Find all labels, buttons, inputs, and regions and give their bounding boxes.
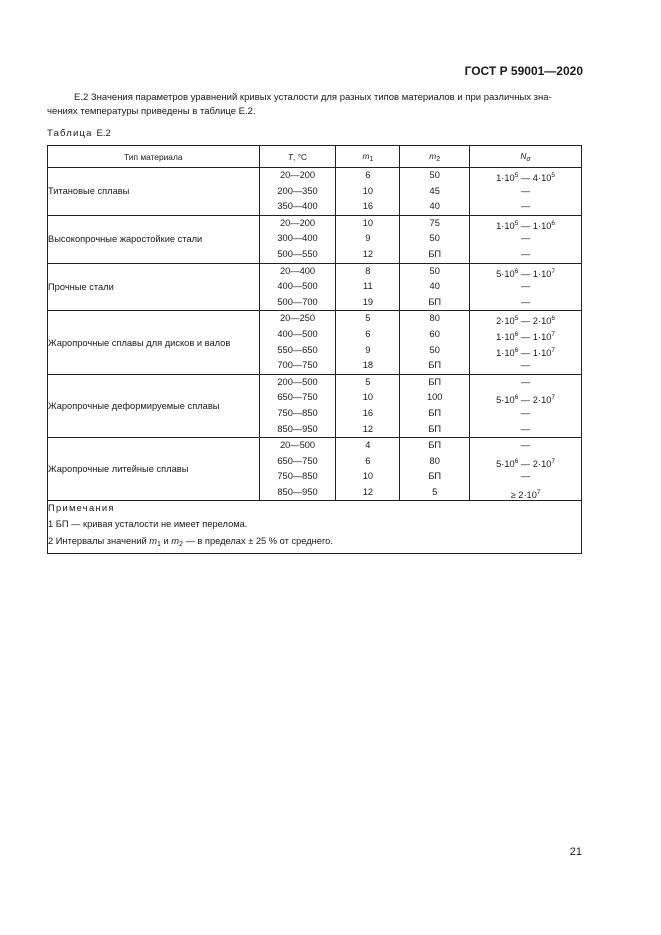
m2-value: 40 (429, 201, 440, 212)
note-2: 2 Интервалы значений $m_1$ и $m_2$ — в пределах ± 25 % от среднего. (48, 536, 333, 549)
m1-cell (336, 168, 400, 216)
n-sigma-cell (470, 215, 582, 263)
m1-value: 18 (362, 360, 374, 371)
n-sigma-value: $1\cdot 10^6$ — $1\cdot 10^7$ (496, 330, 556, 342)
intro-line-1: Е.2 Значения параметров уравнений кривых усталости для разных типов материалов и при различных зна- (74, 92, 552, 103)
table-caption (47, 128, 111, 139)
m2-value: 50 (429, 170, 440, 180)
temps-value: 350—400 (277, 201, 318, 212)
temps-value: 20—200 (279, 217, 316, 228)
temps-value: 850—950 (277, 423, 318, 434)
temps-value: 200—350 (277, 185, 318, 196)
n-sigma-value: $5\cdot 10^6$ — $1\cdot 10^7$ (496, 267, 556, 279)
temps-cell (259, 263, 336, 311)
table-row (48, 263, 582, 311)
m1-value: 10 (362, 392, 374, 403)
intro-line-2: чениях температуры приведены в таблице Е.2. (47, 106, 256, 117)
m2-value: 40 (429, 281, 440, 292)
m2-value: 45 (429, 185, 440, 196)
n-sigma-cell (470, 374, 582, 437)
n-sigma-value: — (520, 376, 531, 387)
temps-value: 20—500 (279, 440, 316, 451)
temps-value: 20—250 (279, 313, 316, 324)
n-sigma-value: $5\cdot 10^6$ — $2\cdot 10^7$ (496, 457, 556, 469)
n-sigma-cell (470, 263, 582, 311)
m2-value: 75 (429, 217, 440, 228)
m2-value: БП (428, 248, 442, 259)
n-sigma-cell (470, 311, 582, 374)
n-sigma-value: — (520, 471, 531, 482)
table-caption-number: Е.2 (96, 128, 111, 139)
m2-value: 80 (429, 455, 440, 466)
m2-value: БП (428, 423, 442, 434)
m1-value: 12 (362, 248, 374, 259)
temps-value: 650—750 (277, 455, 318, 466)
m1-value: 12 (362, 486, 374, 497)
header-n-sigma: $N_\sigma$ (470, 146, 582, 168)
m1-value: 8 (365, 265, 371, 276)
material-cell: Высокопрочные жаростойкие стали (48, 215, 260, 263)
m2-value: 50 (429, 233, 440, 244)
m1-cell (336, 215, 400, 263)
table-row (48, 215, 582, 263)
m1-value: 9 (365, 233, 371, 244)
material-cell: Титановые сплавы (48, 168, 260, 216)
notes-row (48, 501, 582, 554)
n-sigma-value: — (520, 407, 531, 418)
material-cell: Жаропрочные сплавы для дисков и валов (48, 311, 260, 374)
n-sigma-value: $1\cdot 10^5$ — $4\cdot 10^5$ (496, 172, 556, 183)
m2-value: БП (428, 296, 442, 307)
temps-value: 850—950 (277, 486, 318, 497)
m1-value: 5 (365, 313, 371, 324)
table-row (48, 438, 582, 501)
n-sigma-value: $2\cdot 10^5$ — $2\cdot 10^6$ (496, 315, 556, 327)
material-cell: Жаропрочные литейные сплавы (48, 438, 260, 501)
temps-cell (259, 168, 336, 216)
header-m2: $m_2$ (400, 146, 470, 168)
m2-value: 60 (429, 328, 440, 339)
m2-value: БП (428, 376, 442, 387)
note-1: 1 БП — кривая усталости не имеет перелома. (48, 519, 248, 530)
table-row (48, 374, 582, 437)
m1-value: 9 (365, 344, 371, 355)
m2-value: 50 (429, 265, 440, 276)
m1-value: 10 (362, 217, 374, 228)
m1-value: 12 (362, 423, 374, 434)
m2-cell (400, 168, 470, 216)
header-material: Тип материала (48, 146, 260, 168)
m2-value: 50 (429, 344, 440, 355)
m2-value: БП (428, 440, 442, 451)
n-sigma-value: — (520, 248, 531, 259)
m2-value: БП (428, 360, 442, 371)
m2-cell (400, 263, 470, 311)
m2-value: 100 (426, 392, 443, 403)
temps-value: 750—850 (277, 407, 318, 418)
notes-title: Примечания (48, 503, 115, 514)
n-sigma-value: — (520, 423, 531, 434)
temps-value: 500—550 (277, 248, 318, 259)
m1-cell (336, 311, 400, 374)
n-sigma-value: $1\cdot 10^6$ — $1\cdot 10^7$ (496, 346, 556, 358)
temps-cell (259, 311, 336, 374)
intro-paragraph (47, 91, 581, 119)
m1-cell (336, 263, 400, 311)
n-sigma-cell (470, 438, 582, 501)
n-sigma-value: ≥ $2\cdot 10^7$ (510, 488, 541, 500)
temps-value: 700—750 (277, 360, 318, 371)
data-table (47, 145, 582, 554)
m1-value: 6 (365, 328, 371, 339)
m1-cell (336, 438, 400, 501)
m1-value: 5 (365, 376, 371, 387)
table-row (48, 168, 582, 216)
temps-cell (259, 374, 336, 437)
m2-cell (400, 215, 470, 263)
m1-value: 19 (362, 296, 374, 307)
n-sigma-value: — (520, 296, 531, 307)
m1-cell (336, 374, 400, 437)
temps-value: 400—500 (277, 281, 318, 292)
temps-value: 300—400 (277, 233, 318, 244)
temps-value: 750—850 (277, 471, 318, 482)
n-sigma-value: $5\cdot 10^6$ — $2\cdot 10^7$ (496, 394, 556, 406)
material-cell: Прочные стали (48, 263, 260, 311)
notes-cell (48, 501, 582, 554)
temps-value: 400—500 (277, 328, 318, 339)
temps-cell (259, 215, 336, 263)
m2-cell (400, 438, 470, 501)
temps-value: 20—200 (279, 170, 316, 180)
m2-value: 5 (432, 486, 438, 497)
temps-value: 200—500 (277, 376, 318, 387)
table-caption-word: Таблица (47, 128, 93, 139)
temps-value: 20—400 (279, 265, 316, 276)
page-number: 21 (569, 846, 582, 858)
m2-value: БП (428, 407, 442, 418)
m1-value: 10 (362, 185, 374, 196)
n-sigma-value: — (520, 360, 531, 371)
m2-cell (400, 374, 470, 437)
temps-value: 500—700 (277, 296, 318, 307)
n-sigma-value: $1\cdot 10^5$ — $1\cdot 10^6$ (496, 219, 556, 231)
header-m1: $m_1$ (336, 146, 400, 168)
m1-value: 4 (365, 440, 371, 451)
m1-value: 6 (365, 455, 371, 466)
m1-value: 10 (362, 471, 374, 482)
m1-value: 16 (362, 407, 374, 418)
table-row (48, 311, 582, 374)
m2-value: БП (428, 471, 442, 482)
n-sigma-value: — (520, 440, 531, 451)
m1-value: 6 (365, 170, 371, 180)
temps-value: 550—650 (277, 344, 318, 355)
material-cell: Жаропрочные деформируемые сплавы (48, 374, 260, 437)
n-sigma-value: — (520, 201, 531, 212)
temps-value: 650—750 (277, 392, 318, 403)
n-sigma-cell (470, 168, 582, 216)
m2-cell (400, 311, 470, 374)
temps-cell (259, 438, 336, 501)
table-header-row (48, 146, 582, 168)
m1-value: 16 (362, 201, 374, 212)
header-temperature: T, °С (259, 146, 336, 168)
n-sigma-value: — (520, 233, 531, 244)
m1-value: 11 (363, 281, 373, 292)
n-sigma-value: — (520, 281, 531, 292)
m2-value: 80 (429, 313, 440, 324)
document-id: ГОСТ Р 59001—2020 (464, 64, 583, 78)
n-sigma-value: — (520, 185, 531, 196)
